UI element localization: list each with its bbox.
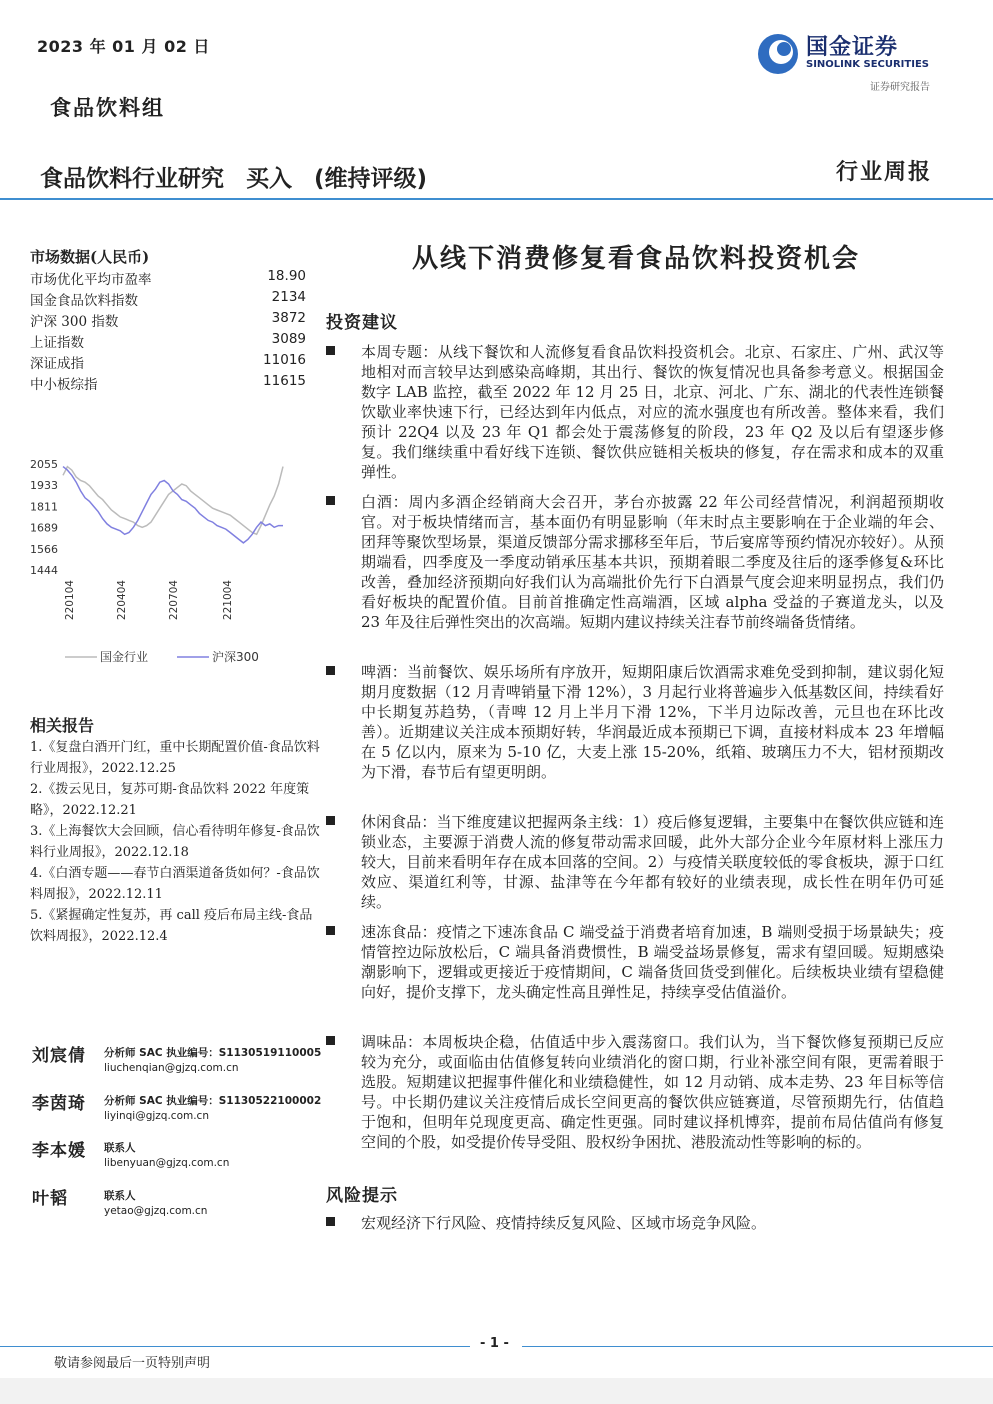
logo-mark-icon [756,32,800,76]
y-tick-label: 1811 [30,500,58,514]
analyst-role: 分析师 SAC 执业编号：S1130519110005 [104,1047,322,1059]
market-row-label: 上证指数 [30,335,84,351]
market-row [30,352,306,373]
footer-band [0,1378,993,1404]
market-row-value: 11615 [263,373,306,389]
x-tick-label: 220104 [64,580,76,621]
paragraph-condiments: 调味品：本周板块企稳，估值适中步入震荡窗口。我们认为，当下餐饮修复预期已反应较为充分，或面临由估值修复转向业绩消化的窗口期，行业补涨空间有限，更需着眼于选股。短期建议把握事件催化和业绩稳健性，如 12 月动销、成本走势、23 年目标等信号。中长期仍建议关注疫情后成长空间更高的餐饮供应链赛道，尽管预期先行，估值趋于饱和，但明年兑现度更高、确定性更强。同时建议择机博弈，提前布局估值尚有修复空间的个股，如受提价传导受阻、股权纷争困扰、港股流动性等影响的标的。 [361,1033,944,1151]
y-tick-label: 1689 [30,521,58,535]
footer-divider [0,1346,470,1347]
analyst-email[interactable]: liuchenqian@gjzq.com.cn [104,1062,239,1074]
headline [40,160,449,193]
related-reports-title: 相关报告 [30,716,95,735]
market-row-label: 中小板综指 [30,377,98,393]
paragraph-frozen-food: 速冻食品：疫情之下速冻食品 C 端受益于消费者培育加速，B 端则受损于场景缺失；疫情管控边际放松后，C 端具备消费惯性，B 端受益场景修复，需求有望回暖。短期感染潮影响下，逻辑或更接近于疫情期间，C 端备货回货受到催化。后续板块业绩有望稳健向好，提价支撑下，龙头确定性高且弹性足，持续享受估值溢价。 [361,923,944,1001]
report-type: 行业周报 [836,159,933,185]
market-row [30,373,306,394]
x-tick-label: 220404 [116,580,128,621]
x-axis-labels [64,580,234,620]
bullet-icon [326,926,335,935]
analyst-card [32,1188,322,1232]
analyst-name: 李本媛 [32,1141,86,1161]
market-data-title: 市场数据(人民币) [30,248,150,266]
report-title: 从线下消费修复看食品饮料投资机会 [411,244,860,274]
analyst-name: 李茵琦 [32,1094,86,1114]
y-axis-labels [30,458,58,577]
headline-industry: 食品饮料行业研究 [40,166,224,192]
analyst-name: 刘宸倩 [32,1046,86,1066]
market-row [30,268,306,289]
footer-divider [522,1346,993,1347]
logo-text-en: SINOLINK SECURITIES [806,59,929,70]
related-report-item[interactable]: 5.《紧握确定性复苏，再 call 疫后布局主线-食品饮料周报》，2022.12.4 [30,908,313,944]
related-report-item[interactable]: 2.《拨云见日，复苏可期-食品饮料 2022 年度策略》，2022.12.21 [30,782,310,818]
chart-legend [65,649,259,664]
bullet-icon [326,496,335,505]
section-heading-advice: 投资建议 [326,313,398,333]
related-report-item[interactable]: 4.《白酒专题——春节白酒渠道备货如何？-食品饮料周报》，2022.12.11 [30,866,320,902]
legend-label: 沪深300 [212,650,259,664]
market-row-label: 市场优化平均市盈率 [30,272,152,288]
index-chart [25,448,295,668]
market-row-value: 3872 [271,310,306,326]
analyst-email[interactable]: liyinqi@gjzq.com.cn [104,1110,209,1122]
analyst-email[interactable]: libenyuan@gjzq.com.cn [104,1157,230,1169]
bullet-icon [326,1036,335,1045]
page-number: - 1 - [480,1336,509,1351]
research-group: 食品饮料组 [50,95,165,120]
footer-disclaimer: 敬请参阅最后一页特别声明 [54,1356,211,1371]
x-tick-label: 220704 [168,580,180,621]
headline-rating-note: (维持评级) [314,166,428,192]
related-report-item[interactable]: 1.《复盘白酒开门红，重中长期配置价值-食品饮料行业周报》，2022.12.25 [30,740,320,776]
y-tick-label: 1444 [30,564,58,577]
market-row-value: 2134 [271,289,306,305]
market-row [30,310,306,331]
analyst-card [32,1045,322,1089]
paragraph-risk: 宏观经济下行风险、疫情持续反复风险、区域市场竞争风险。 [361,1214,767,1232]
series-line [63,467,283,535]
logo-subtitle: 证券研究报告 [870,82,930,93]
market-row-label: 沪深 300 指数 [30,314,119,330]
analyst-role: 分析师 SAC 执业编号：S1130522100002 [104,1095,322,1107]
analyst-role: 联系人 [104,1190,136,1202]
legend-label: 国金行业 [100,650,149,664]
market-row [30,331,306,352]
analyst-card [32,1093,322,1137]
section-heading-risk: 风险提示 [326,1186,398,1206]
report-date: 2023 年 01 月 02 日 [37,37,210,56]
series-lines [63,467,283,543]
y-tick-label: 1933 [30,479,58,493]
y-tick-label: 1566 [30,542,58,556]
market-row-value: 11016 [263,352,306,368]
analyst-role: 联系人 [104,1142,136,1154]
market-row-label: 深证成指 [30,356,84,372]
bullet-icon [326,816,335,825]
analyst-email[interactable]: yetao@gjzq.com.cn [104,1205,208,1217]
bullet-icon [326,346,335,355]
market-row-label: 国金食品饮料指数 [30,293,138,309]
header-divider [0,198,993,200]
related-report-item[interactable]: 3.《上海餐饮大会回顾，信心看待明年修复-食品饮料行业周报》，2022.12.18 [30,824,320,860]
headline-rating: 买入 [246,166,292,192]
analyst-name: 叶韬 [32,1189,68,1209]
logo-text-cn: 国金证券 [806,35,899,60]
market-row-value: 18.90 [267,268,306,284]
bullet-icon [326,1217,335,1226]
market-row-value: 3089 [271,331,306,347]
company-logo [756,30,942,76]
paragraph-baijiu: 白酒：周内多酒企经销商大会召开，茅台亦披露 22 年公司经营情况，利润超预期收官。对于板块情绪而言，基本面仍有明显影响（年末时点主要影响在于企业端的年会、团拜等聚饮型场景，渠道反馈部分需求挪移至年后，节后宴席等预约情况亦较好）。从预期端看，四季度及一季度动销承压基本共识，预期着眼二季度及往后的逐季修复&环比改善，叠加经济预期向好我们认为高端批价先行下白酒景气度会迎来明显拐点，我们仍看好板块的配置价值。目前首推确定性高端酒，区域 alpha 受益的子赛道龙头，以及 23 年及往后弹性突出的次高端。短期内建议持续关注春节前终端备货情绪。 [361,493,944,631]
x-tick-label: 221004 [222,580,234,621]
market-row [30,289,306,310]
paragraph-topic: 本周专题：从线下餐饮和人流修复看食品饮料投资机会。北京、石家庄、广州、武汉等地相对而言较早达到感染高峰期，其出行、餐饮的恢复情况也具备参考意义。根据国金数字 LAB 监控，截至 2022 年 12 月 25 日，北京、河北、广东、湖北的代表性连锁餐饮歇业率快速下行，已经达到年内低点，对应的流水强度也有所改善。整体来看，我们预计 22Q4 以及 23 年 Q1 都会处于震荡修复的阶段，23 年 Q2 及以后有望逐步修复。我们继续重中看好线下连锁、餐饮供应链相关板块的修复，存在需求和成本的双重弹性。 [361,343,944,481]
paragraph-beer: 啤酒：当前餐饮、娱乐场所有序放开，短期阳康后饮酒需求难免受到抑制，建议弱化短期月度数据（12 月青啤销量下滑 12%），3 月起行业将普遍步入低基数区间，持续看好中长期复苏趋势，（青啤 12 月上半月下滑 12%，下半月边际改善，元旦也在环比改善）。近期建议关注成本预期好转，华润最近成本预期已下调，直接材料成本 23 年增幅在 5 亿以内，原来为 5-10 亿，大麦上涨 15-20%，纸箱、玻璃压力不大，铝材预期改为下滑，春节后有望更明朗。 [361,663,944,781]
bullet-icon [326,666,335,675]
y-tick-label: 2055 [30,458,58,471]
paragraph-snacks: 休闲食品：当下维度建议把握两条主线：1）疫后修复逻辑，主要集中在餐饮供应链和连锁业态，主要源于消费人流的修复带动需求回暖，此外大部分企业今年原材料上涨压力较大，目前来看明年存在成本回落的空间。2）与疫情关联度较低的零食板块，源于口红效应、渠道红利等，甘源、盐津等在今年都有较好的业绩表现，成长性在明年仍可延续。 [361,813,944,911]
analyst-card [32,1140,322,1184]
